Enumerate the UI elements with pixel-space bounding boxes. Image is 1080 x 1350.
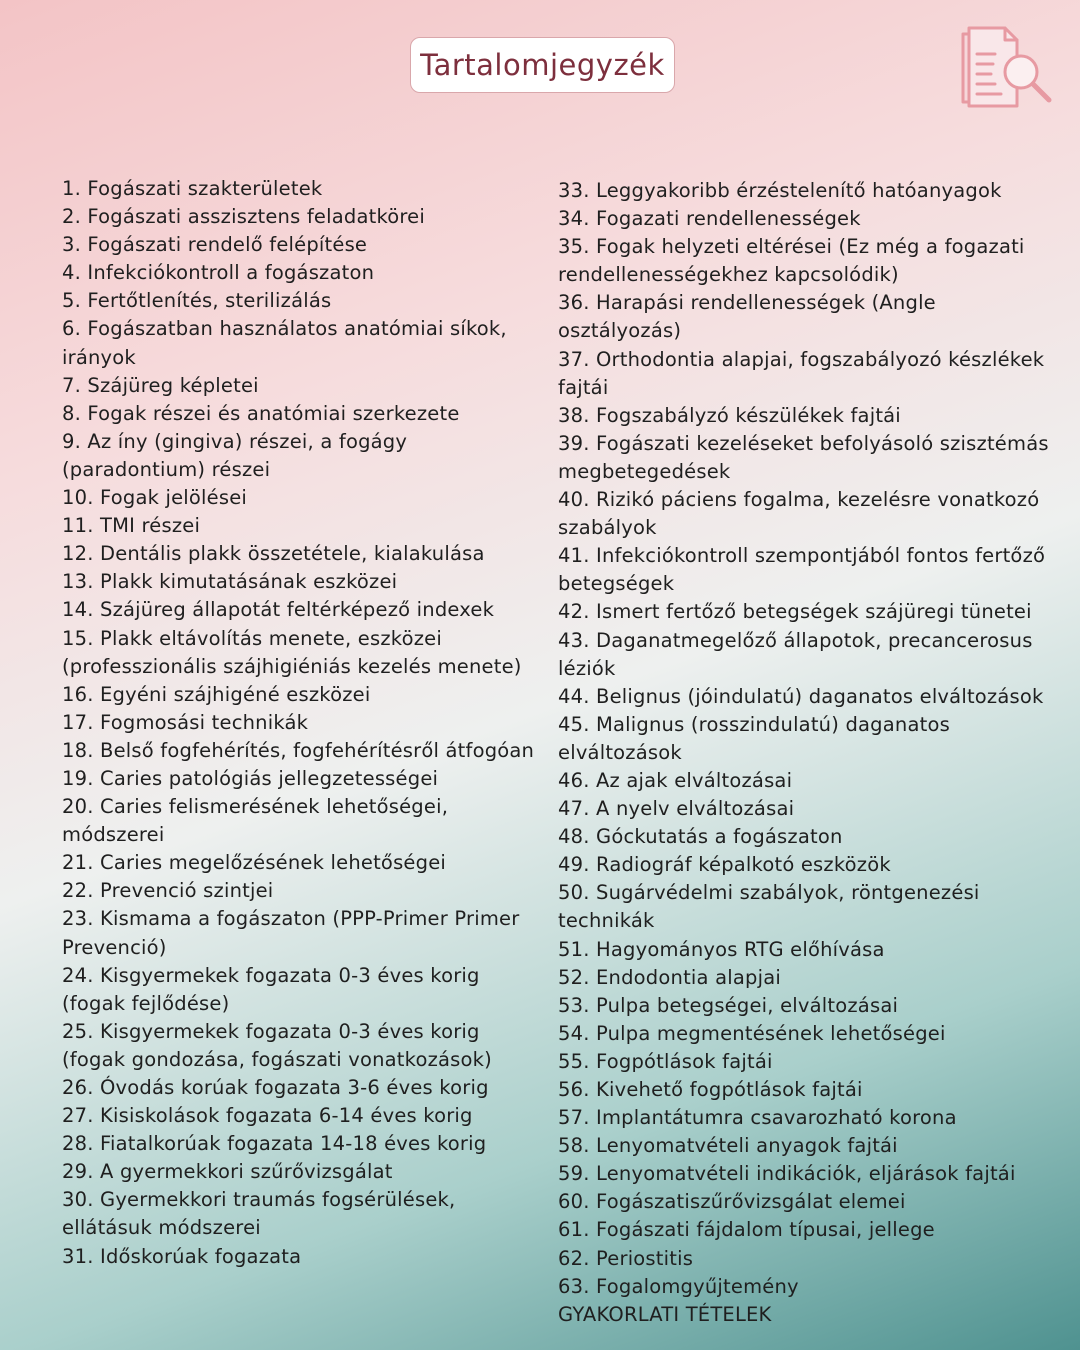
toc-right-column <box>558 177 1058 1329</box>
toc-item: 2. Fogászati asszisztens feladatkörei <box>62 205 425 229</box>
toc-item: 17. Fogmosási technikák <box>62 710 309 734</box>
toc-item: 63. Fogalomgyűjtemény <box>558 1274 799 1298</box>
toc-item: 47. A nyelv elváltozásai <box>558 797 795 821</box>
toc-item: 13. Plakk kimutatásának eszközei <box>62 570 398 594</box>
toc-item: 23. Kismama a fogászaton (PPP-Primer Primer Prevenció) <box>62 907 520 959</box>
toc-item: 56. Kivehető fogpótlások fajtái <box>558 1078 863 1101</box>
toc-item: 1. Fogászati szakterületek <box>62 177 323 200</box>
toc-item: 36. Harapási rendellenességek (Angle osztályozás) <box>558 291 936 343</box>
toc-item: GYAKORLATI TÉTELEK <box>558 1302 772 1326</box>
toc-item: 31. Időskorúak fogazata <box>62 1244 302 1268</box>
toc-item: 9. Az íny (gingiva) részei, a fogágy (paradontium) részei <box>62 429 408 481</box>
toc-item: 7. Szájüreg képletei <box>62 373 259 397</box>
toc-item: 42. Ismert fertőző betegségek szájüregi tünetei <box>558 600 1032 624</box>
toc-item: 57. Implantátumra csavarozható korona <box>558 1106 957 1130</box>
toc-item: 40. Rizikó páciens fogalma, kezelésre vonatkozó szabályok <box>558 488 1040 540</box>
toc-item: 48. Góckutatás a fogászaton <box>558 825 843 849</box>
toc-item: 29. A gyermekkori szűrővizsgálat <box>62 1160 393 1184</box>
toc-item: 15. Plakk eltávolítás menete, eszközei (professzionális szájhigiéniás kezelés menete) <box>62 626 522 678</box>
toc-item: 4. Infekciókontroll a fogászaton <box>62 261 375 285</box>
toc-item: 35. Fogak helyzeti eltérései (Ez még a fogazati rendellenességekhez kapcsolódik) <box>558 235 1025 287</box>
toc-item: 6. Fogászatban használatos anatómiai síkok, irányok <box>62 317 507 369</box>
toc-item: 25. Kisgyermekek fogazata 0-3 éves korig (fogak gondozása, fogászati vonatkozások) <box>62 1019 492 1071</box>
toc-item: 38. Fogszabályzó készülékek fajtái <box>558 403 901 427</box>
toc-item: 21. Caries megelőzésének lehetőségei <box>62 851 447 875</box>
toc-left-column <box>62 175 542 1271</box>
toc-item: 33. Leggyakoribb érzéstelenítő hatóanyagok <box>558 179 1002 202</box>
toc-item: 20. Caries felismerésének lehetőségei, módszerei <box>62 795 449 847</box>
toc-item: 30. Gyermekkori traumás fogsérülések, ellátásuk módszerei <box>62 1188 456 1240</box>
toc-item: 58. Lenyomatvételi anyagok fajtái <box>558 1134 898 1158</box>
toc-item: 50. Sugárvédelmi szabályok, röntgenezési technikák <box>558 881 980 933</box>
toc-item: 43. Daganatmegelőző állapotok, precancerosus léziók <box>558 628 1033 680</box>
toc-item: 28. Fiatalkorúak fogazata 14-18 éves korig <box>62 1132 487 1156</box>
toc-item: 24. Kisgyermekek fogazata 0-3 éves korig (fogak fejlődése) <box>62 963 480 1015</box>
toc-item: 51. Hagyományos RTG előhívása <box>558 937 885 961</box>
toc-item: 18. Belső fogfehérítés, fogfehérítésről átfogóan <box>62 738 535 762</box>
toc-item: 10. Fogak jelölései <box>62 486 248 510</box>
toc-item: 53. Pulpa betegségei, elváltozásai <box>558 993 899 1017</box>
toc-item: 3. Fogászati rendelő felépítése <box>62 233 368 257</box>
toc-item: 34. Fogazati rendellenességek <box>558 207 861 231</box>
toc-item: 44. Belignus (jóindulatú) daganatos elváltozások <box>558 684 1044 708</box>
toc-item: 52. Endodontia alapjai <box>558 965 781 989</box>
toc-item: 45. Malignus (rosszindulatú) daganatos elváltozások <box>558 712 950 764</box>
toc-item: 19. Caries patológiás jellegzetességei <box>62 766 439 790</box>
toc-item: 46. Az ajak elváltozásai <box>558 768 793 792</box>
toc-item: 39. Fogászati kezeléseket befolyásoló szisztémás megbetegedések <box>558 431 1049 483</box>
toc-item: 27. Kisiskolások fogazata 6-14 éves korig <box>62 1104 473 1128</box>
toc-item: 60. Fogászatiszűrővizsgálat elemei <box>558 1190 906 1214</box>
toc-item: 14. Szájüreg állapotát feltérképező indexek <box>62 598 495 622</box>
page-title: Tartalomjegyzék <box>420 48 665 82</box>
toc-item: 22. Prevenció szintjei <box>62 879 274 903</box>
toc-item: 55. Fogpótlások fajtái <box>558 1049 773 1073</box>
toc-item: 16. Egyéni szájhigéné eszközei <box>62 682 371 706</box>
toc-item: 11. TMI részei <box>62 514 201 538</box>
toc-item: 54. Pulpa megmentésének lehetőségei <box>558 1021 946 1045</box>
toc-item: 49. Radiográf képalkotó eszközök <box>558 853 891 877</box>
toc-item: 5. Fertőtlenítés, sterilizálás <box>62 289 332 313</box>
toc-item: 61. Fogászati fájdalom típusai, jellege <box>558 1218 935 1242</box>
toc-item: 62. Periostitis <box>558 1246 694 1270</box>
toc-item: 37. Orthodontia alapjai, fogszabályozó készlékek fajtái <box>558 347 1045 399</box>
toc-item: 59. Lenyomatvételi indikációk, eljárások fajtái <box>558 1162 1016 1186</box>
toc-item: 26. Óvodás korúak fogazata 3-6 éves korig <box>62 1076 489 1099</box>
title-box <box>410 37 675 93</box>
toc-item: 8. Fogak részei és anatómiai szerkezete <box>62 401 460 425</box>
document-search-icon <box>955 20 1055 110</box>
toc-item: 12. Dentális plakk összetétele, kialakulása <box>62 542 485 566</box>
toc-item: 41. Infekciókontroll szempontjából fontos fertőző betegségek <box>558 544 1046 596</box>
